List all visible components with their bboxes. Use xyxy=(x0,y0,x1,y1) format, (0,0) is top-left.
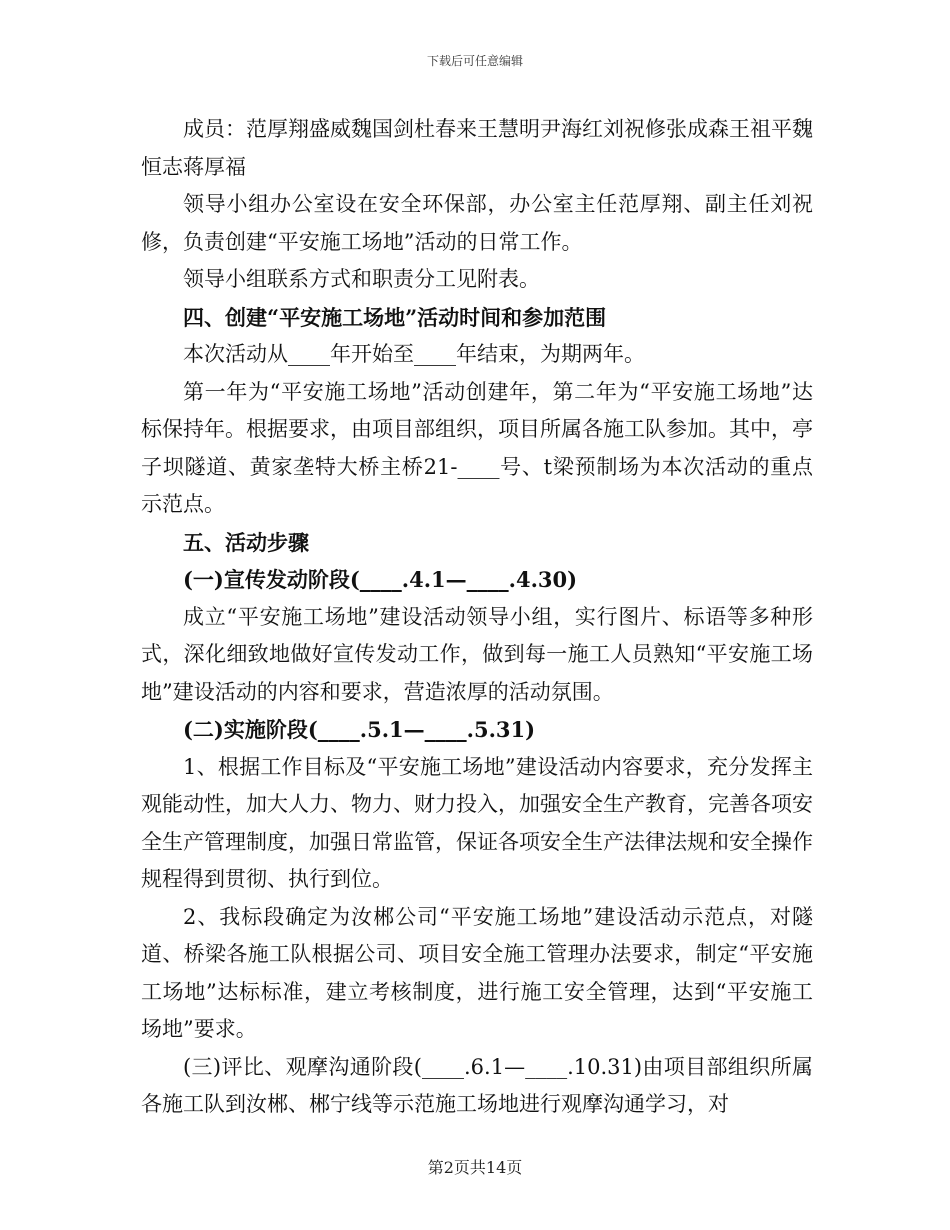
section-heading-4: 四、创建“平安施工场地”活动时间和参加范围 xyxy=(183,304,607,330)
paragraph-phase-3: (三)评比、观摩沟通阶段(____.6.1—____.10.31)由项目部组织所属各施工队到汝郴、郴宁线等示范施工场地进行观摩沟通学习，对 xyxy=(141,1054,813,1116)
page-footer: 第2页共14页 xyxy=(427,1158,523,1177)
page-header: 下载后可任意编辑 xyxy=(426,54,523,68)
paragraph-phase-2-item-2: 2、我标段确定为汝郴公司“平安施工场地”建设活动示范点，对隧道、桥梁各施工队根据公司、项目安全施工管理办法要求，制定“平安施工场地”达标标准，建立考核制度，进行施工安全管理，达到“平安施工场地”要求。 xyxy=(141,904,813,1041)
paragraph-members: 成员：范厚翔盛威魏国剑杜春来王慧明尹海红刘祝修张成森王祖平魏恒志蒋厚福 xyxy=(141,117,813,179)
paragraph-scope: 第一年为“平安施工场地”活动创建年，第二年为“平安施工场地”达标保持年。根据要求，由项目部组织，项目所属各施工队参加。其中，亭子坝隧道、黄家垄特大桥主桥21-____号、t梁预制场为本次活动的重点示范点。 xyxy=(141,379,813,516)
document-body xyxy=(141,111,813,1124)
paragraph-office: 领导小组办公室设在安全环保部，办公室主任范厚翔、副主任刘祝修，负责创建“平安施工场地”活动的日常工作。 xyxy=(141,192,813,254)
paragraph-duration: 本次活动从____年开始至____年结束，为期两年。 xyxy=(183,342,645,366)
paragraph-phase-2-item-1: 1、根据工作目标及“平安施工场地”建设活动内容要求，充分发挥主观能动性，加大人力、物力、财力投入，加强安全生产教育，完善各项安全生产管理制度，加强日常监管，保证各项安全生产法律法规和安全操作规程得到贯彻、执行到位。 xyxy=(141,754,813,891)
paragraph-phase-1: 成立“平安施工场地”建设活动领导小组，实行图片、标语等多种形式，深化细致地做好宣传发动工作，做到每一施工人员熟知“平安施工场地”建设活动的内容和要求，营造浓厚的活动氛围。 xyxy=(141,604,813,704)
subheading-phase-1: (一)宣传发动阶段(____.4.1—____.4.30) xyxy=(183,567,578,592)
paragraph-contact: 领导小组联系方式和职责分工见附表。 xyxy=(183,267,540,291)
section-heading-5: 五、活动步骤 xyxy=(183,529,309,555)
subheading-phase-2: (二)实施阶段(____.5.1—____.5.31) xyxy=(183,717,536,742)
